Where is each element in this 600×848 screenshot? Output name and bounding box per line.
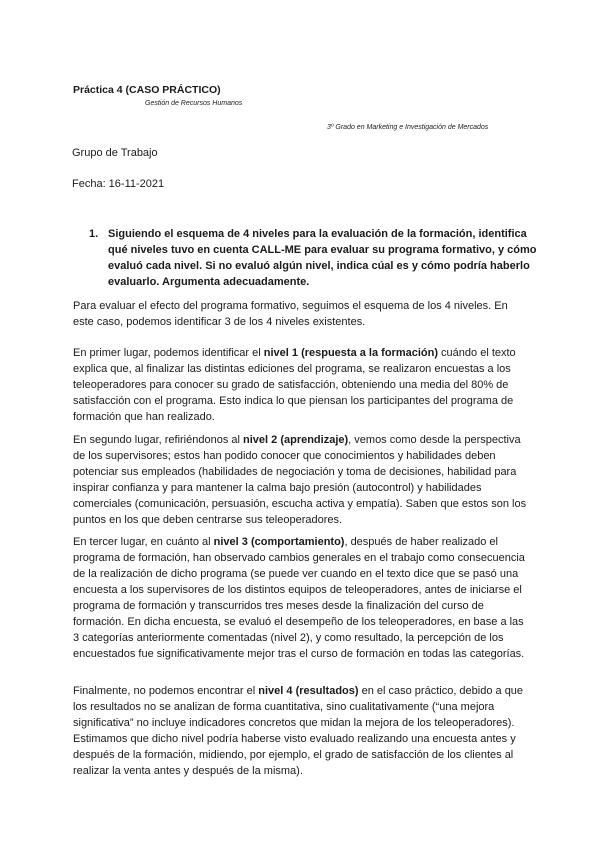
level-2-heading: nivel 2 (aprendizaje): [243, 434, 349, 446]
paragraph-level-3: [73, 534, 528, 662]
paragraph-text: , después de haber realizado el programa de formación, han observado cambios generales en el trabajo como consecuencia de la realización de dicho programa (se puede ver cuando en el texto dice que se pasó una encuesta a los supervisores de los distintos equipos de teleoperadores, antes de iniciarse el programa de formación y transcurridos tres meses desde la finalización del curso de formación. En dicha encuesta, se evaluó el desempeño de los teleoperadores, en base a las 3 categorías anteriormente comentadas (nivel 2), y como resultado, la percepción de los encuestados fue significativamente mejor tras el curso de formación en todas las categorías.: [73, 536, 525, 660]
document-subtitle: Gestión de Recursos Humanos: [145, 100, 243, 107]
paragraph-text: Finalmente, no podemos encontrar el: [73, 685, 259, 697]
level-3-heading: nivel 3 (comportamiento): [213, 536, 345, 548]
paragraph-level-4: [73, 683, 528, 779]
paragraph-text: En primer lugar, podemos identificar el: [73, 347, 264, 359]
paragraph-text: En tercer lugar, en cuánto al: [73, 536, 214, 548]
question-1: [89, 226, 539, 290]
paragraph-text: En segundo lugar, refiriéndonos al: [73, 434, 244, 446]
paragraph-level-2: [73, 432, 528, 528]
question-text: Siguiendo el esquema de 4 niveles para la evaluación de la formación, identifica qué niveles tuvo en cuenta CALL-ME para evaluar su programa formativo, y cómo evaluó cada nivel. Si no evaluó algún nivel, indica cúal es y cómo podría haberlo evaluarlo. Argumenta adecuadamente.: [108, 228, 537, 288]
work-group-label: Grupo de Trabajo: [72, 147, 158, 159]
paragraph-level-1: [73, 345, 528, 425]
degree-label: 3º Grado en Marketing e Investigación de Mercados: [327, 124, 489, 131]
paragraph-intro: Para evaluar el efecto del programa formativo, seguimos el esquema de los 4 niveles. En este caso, podemos identificar 3 de los 4 niveles existentes.: [73, 300, 508, 328]
paragraph-text: en el caso práctico, debido a que los resultados no se analizan de forma cuantitativa, sino cualitativamente (“una mejora significativa” no incluye indicadores concretos que midan la mejora de los teleoperadores). Estimamos que dicho nivel podría haberse visto evaluado realizando una encuesta antes y después de la formación, midiendo, por ejemplo, el grado de satisfacción de los clientes al realizar la venta antes y después de la misma).: [73, 685, 524, 777]
document-title: Práctica 4 (CASO PRÁCTICO): [73, 84, 221, 96]
level-4-heading: nivel 4 (resultados): [258, 685, 359, 697]
question-number: 1.: [89, 228, 99, 240]
level-1-heading: nivel 1 (respuesta a la formación): [263, 347, 438, 359]
paragraph-text: , vemos como desde la perspectiva de los supervisores; estos han podido conocer que conocimientos y habilidades deben potenciar sus empleados (habilidades de negociación y toma de decisiones, habilidad para inspirar confianza y para mantener la calma bajo presión (autocontrol) y habilidades comerciales (comunicación, persuasión, escucha activa y empatía). Saben que estos son los puntos en los que deben centrarse sus teleoperadores.: [73, 434, 527, 526]
paragraph-text: cuándo el texto explica que, al finalizar las distintas ediciones del programa, se realizaron encuestas a los teleoperadores para conocer su grado de satisfacción, obteniendo una media del 80% de satisfacción con el programa. Esto indica lo que piensan los participantes del programa de formación que han realizado.: [73, 347, 516, 423]
date-label: Fecha: 16-11-2021: [72, 178, 165, 190]
